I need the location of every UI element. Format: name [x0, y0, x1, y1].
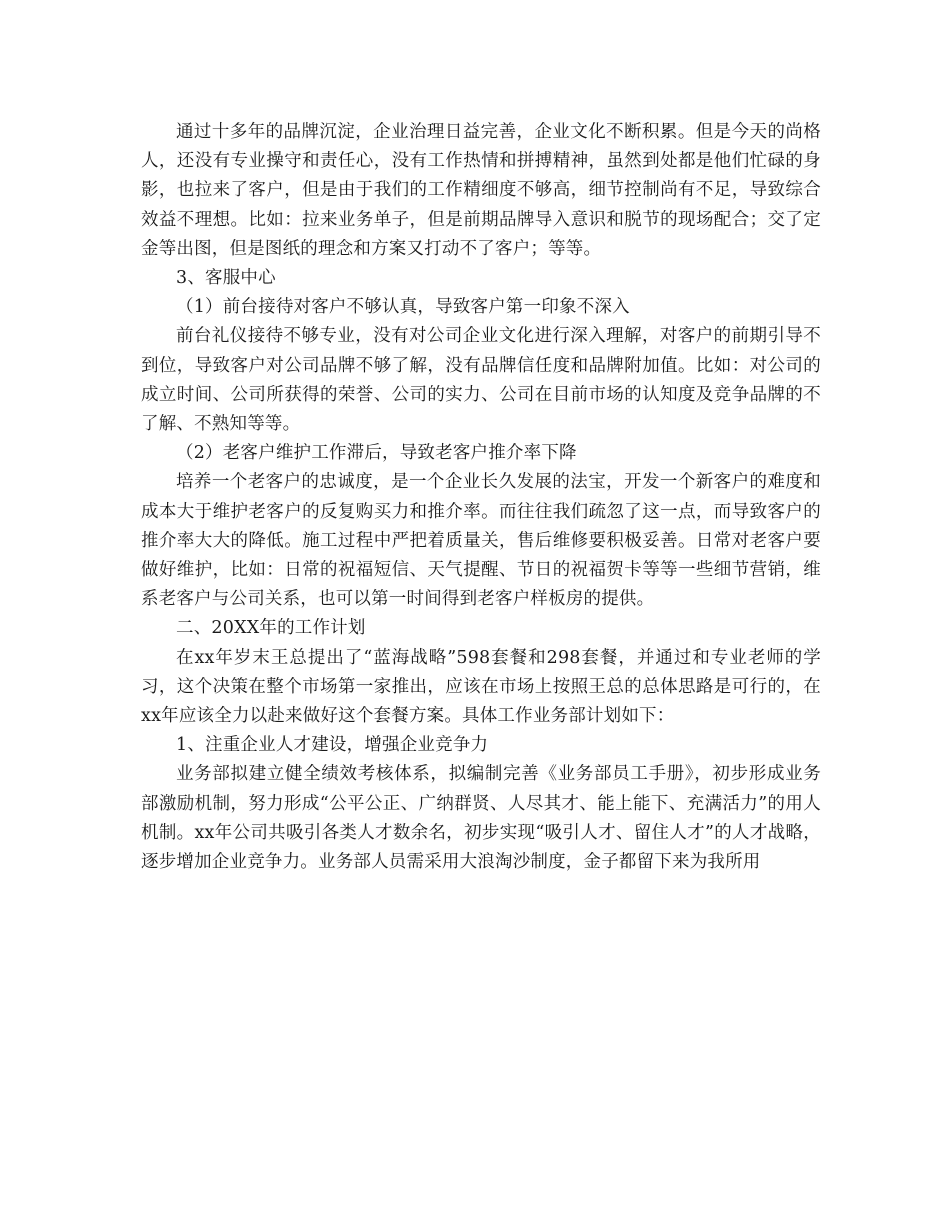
heading-customer-service: 3、客服中心 — [176, 268, 276, 289]
paragraph-blue-ocean: 在xx年岁末王总提出了“蓝海战略”598套餐和298套餐，并通过和专业老师的学习，这个决策在整个市场第一家推出，应该在市场上按照王总的总体思路是可行的，在xx年应该全力以赴来做好这个套餐方案。具体工作业务部计划如下： — [141, 647, 821, 727]
subheading-old-customers: （2）老客户维护工作滞后，导致老客户推介率下降 — [176, 443, 577, 464]
heading-talent-building: 1、注重企业人才建设，增强企业竞争力 — [176, 735, 489, 756]
paragraph-talent-building: 业务部拟建立健全绩效考核体系，拟编制完善《业务部员工手册》，初步形成业务部激励机制，努力形成“公平公正、广纳群贤、人尽其才、能上能下、充满活力”的用人机制。xx年公司共吸引各类人才数余名，初步实现“吸引人才、留住人才”的人才战略，逐步增加企业竞争力。业务部人员需采用大浪淘沙制度，金子都留下来为我所用 — [141, 764, 821, 873]
heading-work-plan: 二、20XX年的工作计划 — [176, 618, 366, 639]
paragraph-old-customers: 培养一个老客户的忠诚度，是一个企业长久发展的法宝，开发一个新客户的难度和成本大于维护老客户的反复购买力和推介率。而往往我们疏忽了这一点，而导致客户的推介率大大的降低。施工过程中严把着质量关，售后维修要积极妥善。日常对老客户要做好维护，比如：日常的祝福短信、天气提醒、节日的祝福贺卡等等一些细节营销，维系老客户与公司关系，也可以第一时间得到老客户样板房的提供。 — [141, 472, 821, 610]
subheading-front-desk: （1）前台接待对客户不够认真，导致客户第一印象不深入 — [176, 297, 630, 318]
document-body — [141, 118, 821, 877]
paragraph-front-desk: 前台礼仪接待不够专业，没有对公司企业文化进行深入理解，对客户的前期引导不到位，导致客户对公司品牌不够了解，没有品牌信任度和品牌附加值。比如：对公司的成立时间、公司所获得的荣誉、公司的实力、公司在目前市场的认知度及竞争品牌的不了解、不熟知等等。 — [141, 326, 821, 435]
paragraph-brand-summary: 通过十多年的品牌沉淀，企业治理日益完善，企业文化不断积累。但是今天的尚格人，还没有专业操守和责任心，没有工作热情和拼搏精神，虽然到处都是他们忙碌的身影，也拉来了客户，但是由于我们的工作精细度不够高，细节控制尚有不足，导致综合效益不理想。比如：拉来业务单子，但是前期品牌导入意识和脱节的现场配合；交了定金等出图，但是图纸的理念和方案又打动不了客户；等等。 — [141, 122, 821, 259]
